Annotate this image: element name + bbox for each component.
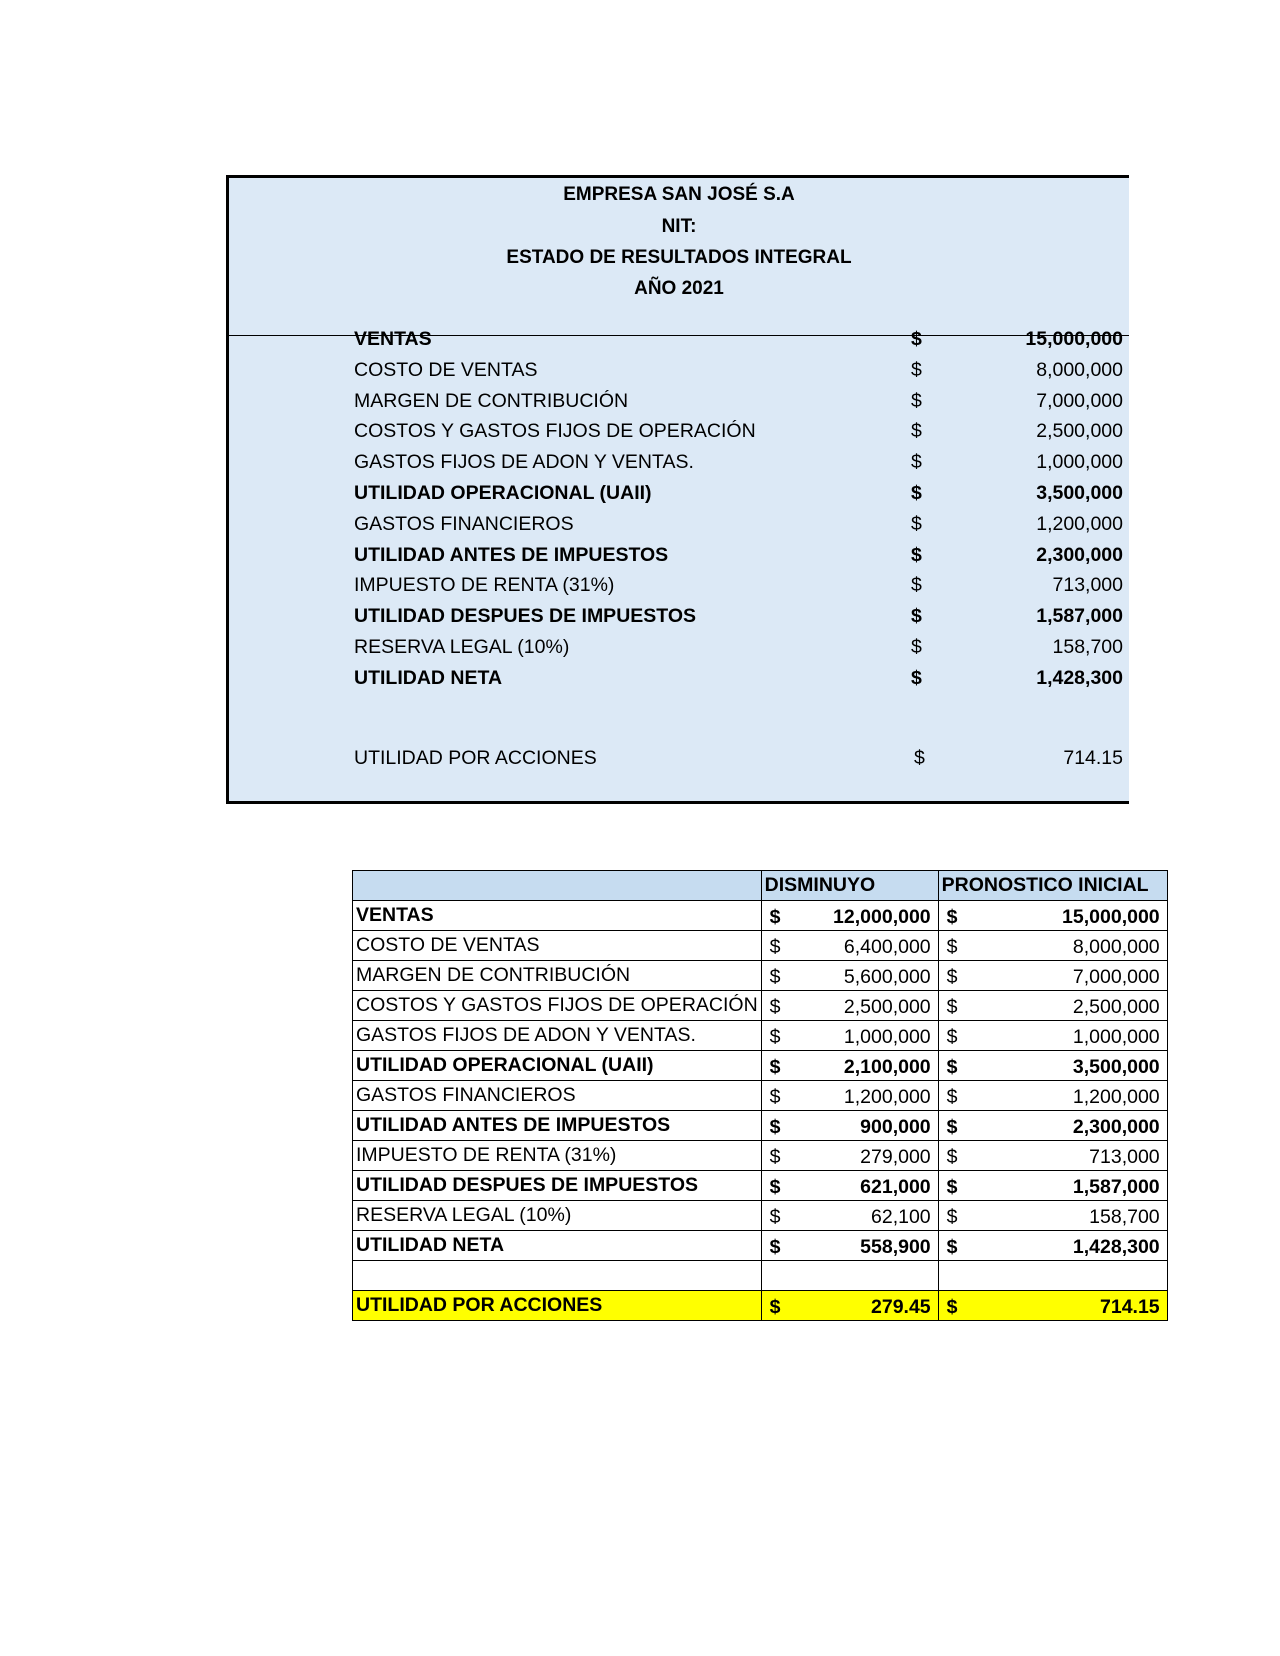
cell-value: 2,500,000	[1072, 996, 1160, 1018]
cell-pronostico	[938, 1021, 1167, 1051]
comparison-row	[353, 1021, 1168, 1051]
header-disminuyo: DISMINUYO	[761, 871, 938, 901]
row-value: 1,587,000	[1036, 605, 1123, 628]
cell-value: 900,000	[860, 1116, 931, 1138]
cell-value: 713,000	[1089, 1146, 1160, 1168]
row-value: 158,700	[1052, 636, 1123, 658]
currency-symbol: $	[946, 1206, 958, 1228]
row-label: UTILIDAD ANTES DE IMPUESTOS	[353, 1111, 762, 1141]
currency-symbol: $	[946, 1236, 958, 1258]
row-currency: $	[911, 636, 922, 658]
row-label: RESERVA LEGAL (10%)	[354, 636, 570, 658]
row-currency: $	[911, 574, 922, 597]
currency-symbol: $	[946, 1146, 958, 1168]
cell-value: 1,428,300	[1072, 1236, 1160, 1258]
per-share-highlight-row	[353, 1291, 1168, 1321]
cell-value: 1,000,000	[843, 1026, 931, 1048]
per-share-row	[229, 744, 1129, 774]
statement-row	[229, 510, 1129, 540]
cell-disminuyo	[761, 1201, 938, 1231]
currency-symbol: $	[769, 1056, 781, 1078]
currency-symbol: $	[769, 906, 781, 928]
cell-value: 1,587,000	[1072, 1176, 1160, 1198]
currency-symbol: $	[946, 906, 958, 928]
cell-pronostico	[938, 931, 1167, 961]
per-share-value: 279.45	[871, 1296, 931, 1318]
cell-pronostico	[938, 901, 1167, 931]
comparison-row	[353, 961, 1168, 991]
statement-row	[229, 325, 1129, 355]
row-label: UTILIDAD ANTES DE IMPUESTOS	[354, 543, 669, 566]
row-label: UTILIDAD OPERACIONAL (UAII)	[353, 1051, 762, 1081]
row-label: GASTOS FINANCIEROS	[353, 1081, 762, 1111]
row-label: COSTO DE VENTAS	[354, 358, 538, 381]
cell-value: 279,000	[860, 1146, 931, 1168]
row-currency: $	[914, 747, 925, 769]
currency-symbol: $	[769, 1206, 781, 1228]
cell-value: 6,400,000	[843, 936, 931, 958]
comparison-row	[353, 931, 1168, 961]
currency-symbol: $	[769, 1026, 781, 1048]
currency-symbol: $	[769, 1236, 781, 1258]
row-label: COSTOS Y GASTOS FIJOS DE OPERACIÓN	[353, 991, 762, 1021]
row-currency: $	[911, 358, 922, 381]
row-label: VENTAS	[353, 901, 762, 931]
row-currency: $	[911, 420, 922, 443]
cell-pronostico	[938, 1231, 1167, 1261]
cell-pronostico	[938, 1171, 1167, 1201]
cell-disminuyo	[761, 1111, 938, 1141]
comparison-row	[353, 1171, 1168, 1201]
row-currency: $	[911, 328, 922, 350]
currency-symbol: $	[946, 1086, 958, 1108]
row-currency: $	[911, 512, 922, 535]
currency-symbol: $	[769, 1086, 781, 1108]
row-label: UTILIDAD DESPUES DE IMPUESTOS	[353, 1171, 762, 1201]
row-label: GASTOS FINANCIEROS	[354, 512, 574, 535]
cell-value: 12,000,000	[833, 906, 931, 928]
row-value: 714.15	[1063, 747, 1123, 769]
row-label: IMPUESTO DE RENTA (31%)	[353, 1141, 762, 1171]
per-share-disminuyo	[761, 1291, 938, 1321]
cell-value: 1,000,000	[1072, 1026, 1160, 1048]
currency-symbol: $	[769, 1296, 781, 1318]
row-label: UTILIDAD NETA	[353, 1231, 762, 1261]
row-currency: $	[911, 666, 922, 689]
row-currency: $	[911, 451, 922, 474]
spacer-cell	[938, 1261, 1167, 1291]
row-label: MARGEN DE CONTRIBUCIÓN	[354, 389, 629, 412]
row-label: IMPUESTO DE RENTA (31%)	[354, 574, 615, 597]
comparison-row	[353, 1081, 1168, 1111]
row-value: 15,000,000	[1025, 328, 1123, 350]
cell-pronostico	[938, 1201, 1167, 1231]
comparison-row	[353, 991, 1168, 1021]
row-value: 2,300,000	[1036, 543, 1123, 566]
row-value: 713,000	[1052, 574, 1123, 597]
cell-disminuyo	[761, 1171, 938, 1201]
statement-row	[229, 571, 1129, 601]
row-label: UTILIDAD POR ACCIONES	[354, 747, 597, 769]
cell-value: 5,600,000	[843, 966, 931, 988]
comparison-row	[353, 1051, 1168, 1081]
row-label: UTILIDAD NETA	[354, 666, 503, 689]
spacer-cell	[761, 1261, 938, 1291]
statement-year: AÑO 2021	[634, 278, 724, 299]
row-currency: $	[911, 482, 922, 504]
cell-pronostico	[938, 1051, 1167, 1081]
cell-value: 15,000,000	[1062, 906, 1160, 928]
row-label: UTILIDAD OPERACIONAL (UAII)	[354, 482, 652, 504]
row-currency: $	[911, 605, 922, 628]
cell-value: 2,300,000	[1072, 1116, 1160, 1138]
cell-pronostico	[938, 1141, 1167, 1171]
cell-value: 8,000,000	[1072, 936, 1160, 958]
row-value: 8,000,000	[1036, 358, 1123, 381]
currency-symbol: $	[946, 1116, 958, 1138]
header-pronostico-inicial: PRONOSTICO INICIAL	[938, 871, 1167, 901]
currency-symbol: $	[946, 966, 958, 988]
cell-disminuyo	[761, 931, 938, 961]
row-value: 3,500,000	[1036, 482, 1123, 504]
cell-pronostico	[938, 1111, 1167, 1141]
currency-symbol: $	[946, 936, 958, 958]
row-label: GASTOS FIJOS DE ADON Y VENTAS.	[353, 1021, 762, 1051]
cell-value: 1,200,000	[1072, 1086, 1160, 1108]
comparison-row	[353, 1201, 1168, 1231]
currency-symbol: $	[769, 936, 781, 958]
header-blank	[353, 871, 762, 901]
nit-label: NIT:	[661, 216, 697, 237]
comparison-row	[353, 901, 1168, 931]
cell-value: 2,500,000	[843, 996, 931, 1018]
statement-row	[229, 633, 1129, 663]
row-value: 7,000,000	[1036, 389, 1123, 412]
spacer-row	[353, 1261, 1168, 1291]
statement-row	[229, 387, 1129, 417]
statement-row	[229, 602, 1129, 632]
currency-symbol: $	[946, 996, 958, 1018]
company-name: EMPRESA SAN JOSÉ S.A	[563, 184, 795, 205]
row-currency: $	[911, 543, 922, 566]
cell-value: 558,900	[860, 1236, 931, 1258]
cell-pronostico	[938, 961, 1167, 991]
income-statement-panel	[226, 175, 1129, 804]
cell-disminuyo	[761, 1081, 938, 1111]
row-value: 1,200,000	[1036, 512, 1123, 535]
cell-value: 158,700	[1089, 1206, 1160, 1228]
cell-disminuyo	[761, 1051, 938, 1081]
cell-value: 2,100,000	[843, 1056, 931, 1078]
row-value: 2,500,000	[1036, 420, 1123, 443]
cell-value: 62,100	[871, 1206, 931, 1228]
row-label: MARGEN DE CONTRIBUCIÓN	[353, 961, 762, 991]
cell-disminuyo	[761, 961, 938, 991]
statement-row	[229, 479, 1129, 509]
spacer-cell	[353, 1261, 762, 1291]
statement-row	[229, 356, 1129, 386]
row-label: COSTO DE VENTAS	[353, 931, 762, 961]
cell-pronostico	[938, 991, 1167, 1021]
currency-symbol: $	[946, 1056, 958, 1078]
per-share-label: UTILIDAD POR ACCIONES	[353, 1291, 762, 1321]
comparison-row	[353, 1231, 1168, 1261]
row-label: GASTOS FIJOS DE ADON Y VENTAS.	[354, 451, 694, 474]
comparison-row	[353, 1111, 1168, 1141]
row-label: RESERVA LEGAL (10%)	[353, 1201, 762, 1231]
statement-row	[229, 448, 1129, 478]
cell-pronostico	[938, 1081, 1167, 1111]
row-value: 1,000,000	[1036, 451, 1123, 474]
cell-value: 7,000,000	[1072, 966, 1160, 988]
comparison-header-row	[353, 871, 1168, 901]
row-currency: $	[911, 389, 922, 412]
currency-symbol: $	[769, 1146, 781, 1168]
per-share-pronostico	[938, 1291, 1167, 1321]
currency-symbol: $	[769, 1176, 781, 1198]
comparison-row	[353, 1141, 1168, 1171]
cell-disminuyo	[761, 1021, 938, 1051]
currency-symbol: $	[769, 996, 781, 1018]
per-share-value: 714.15	[1100, 1296, 1160, 1318]
currency-symbol: $	[946, 1296, 958, 1318]
cell-value: 1,200,000	[843, 1086, 931, 1108]
currency-symbol: $	[769, 1116, 781, 1138]
statement-row	[229, 417, 1129, 447]
cell-value: 621,000	[860, 1176, 931, 1198]
cell-disminuyo	[761, 1231, 938, 1261]
statement-row	[229, 541, 1129, 571]
cell-value: 3,500,000	[1072, 1056, 1160, 1078]
row-label: COSTOS Y GASTOS FIJOS DE OPERACIÓN	[354, 420, 756, 443]
statement-row	[229, 664, 1129, 694]
cell-disminuyo	[761, 901, 938, 931]
comparison-table	[352, 870, 1168, 1321]
statement-title: ESTADO DE RESULTADOS INTEGRAL	[506, 247, 852, 268]
row-label: UTILIDAD DESPUES DE IMPUESTOS	[354, 605, 697, 628]
row-value: 1,428,300	[1036, 666, 1123, 689]
cell-disminuyo	[761, 991, 938, 1021]
cell-disminuyo	[761, 1141, 938, 1171]
row-label: VENTAS	[354, 328, 432, 350]
currency-symbol: $	[769, 966, 781, 988]
currency-symbol: $	[946, 1176, 958, 1198]
currency-symbol: $	[946, 1026, 958, 1048]
